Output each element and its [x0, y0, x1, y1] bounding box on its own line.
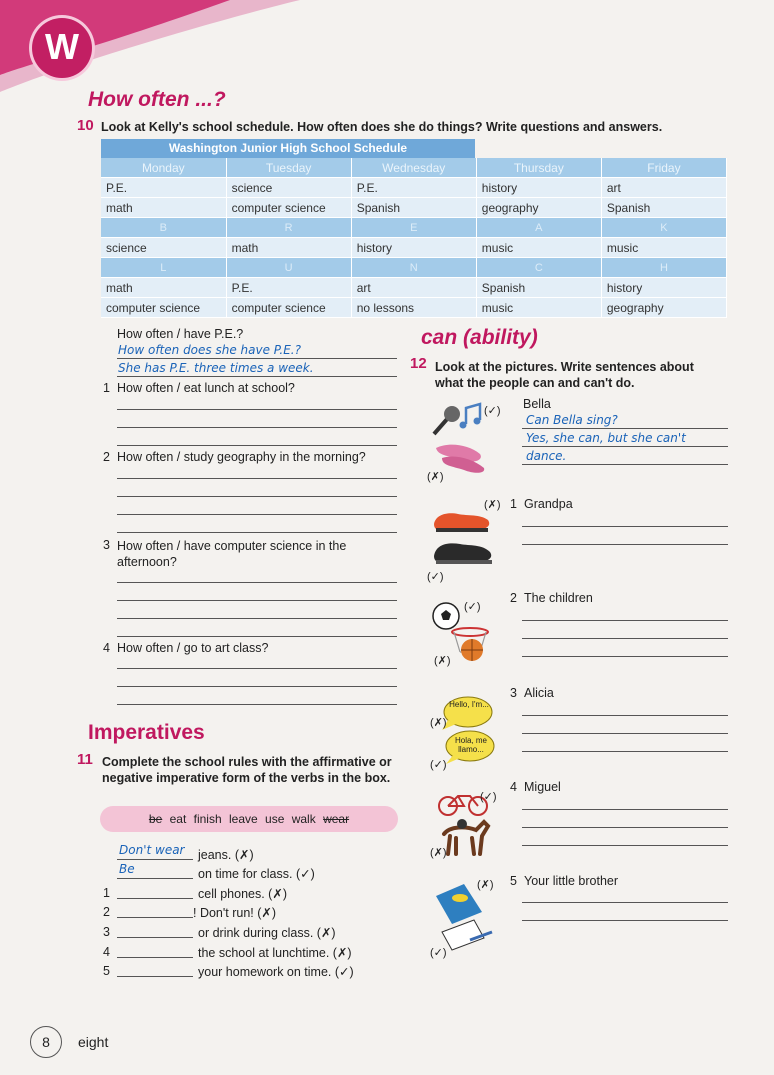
can-mark: (✓)	[427, 571, 444, 583]
answer-line	[117, 376, 397, 377]
person-name: The children	[524, 591, 593, 605]
verb: walk	[291, 812, 316, 826]
person-name: Alicia	[524, 686, 554, 700]
answer-line[interactable]	[522, 544, 728, 545]
answer-line[interactable]	[522, 809, 728, 810]
schedule-letter: C	[476, 258, 601, 278]
ex10-item-prompt: How often / eat lunch at school?	[117, 381, 295, 395]
ex12-item-number: 3	[510, 686, 517, 700]
answer-line[interactable]	[522, 526, 728, 527]
answer-line[interactable]	[117, 957, 193, 958]
schedule-cell: math	[226, 238, 351, 258]
schedule-cell: science	[101, 238, 226, 258]
ex10-example-answer: She has P.E. three times a week.	[118, 361, 314, 375]
schedule-letter: N	[351, 258, 476, 278]
schedule-cell: P.E.	[351, 178, 476, 198]
verb-box	[100, 806, 398, 832]
answer-line[interactable]	[117, 937, 193, 938]
answer-line[interactable]	[117, 496, 397, 497]
schedule-cell: math	[101, 198, 226, 218]
answer-line[interactable]	[117, 478, 397, 479]
verb: finish	[193, 812, 222, 826]
answer-line[interactable]	[522, 715, 728, 716]
verb-used: wear	[323, 812, 350, 826]
answer-line[interactable]	[117, 636, 397, 637]
verb: leave	[228, 812, 258, 826]
schedule-cell: art	[601, 178, 726, 198]
exercise-10-instruction: Look at Kelly's school schedule. How often does she do things? Write questions and answers.	[101, 120, 663, 134]
answer-line	[117, 859, 193, 860]
person-name: Grandpa	[524, 497, 573, 511]
schedule-break-row	[101, 218, 727, 238]
schedule-cell: geography	[601, 298, 726, 318]
answer-line	[522, 428, 728, 429]
person-name: Miguel	[524, 780, 561, 794]
ex12-item-number: 4	[510, 780, 517, 794]
cannot-mark: (✗)	[477, 879, 494, 891]
schedule-row	[101, 238, 727, 258]
answer-line[interactable]	[117, 427, 397, 428]
day-header: Wednesday	[351, 158, 476, 178]
schedule-cell: music	[476, 298, 601, 318]
ex11-rule-text: ! Don't run! (✗)	[193, 906, 277, 920]
schedule-cell: music	[476, 238, 601, 258]
ex12-example-question: Can Bella sing?	[526, 413, 618, 427]
schedule-cell: math	[101, 278, 226, 298]
ex11-item-number: 3	[103, 925, 110, 939]
ex10-item-number: 3	[103, 538, 110, 552]
answer-line[interactable]	[117, 582, 397, 583]
schedule-header-row	[101, 158, 727, 178]
schedule-cell: history	[476, 178, 601, 198]
verb-used: be	[148, 812, 163, 826]
schedule-cell: no lessons	[351, 298, 476, 318]
answer-line[interactable]	[117, 668, 397, 669]
ex11-rule-text: your homework on time. (✓)	[198, 965, 354, 979]
ex11-rule-text: the school at lunchtime. (✗)	[198, 946, 352, 960]
answer-line[interactable]	[117, 976, 193, 977]
ex11-item-number: 4	[103, 945, 110, 959]
ex11-rule-text: on time for class. (✓)	[198, 867, 315, 881]
answer-line[interactable]	[522, 827, 728, 828]
bubble-hola: Hola, me llamo...	[454, 736, 487, 754]
can-mark: (✓)	[480, 791, 497, 803]
answer-line	[117, 878, 193, 879]
ex11-item-number: 2	[103, 905, 110, 919]
day-header: Tuesday	[226, 158, 351, 178]
person-name: Your little brother	[524, 874, 619, 888]
schedule-letter: K	[601, 218, 726, 238]
schedule-cell: Spanish	[601, 198, 726, 218]
ex10-item-number: 4	[103, 641, 110, 655]
answer-line	[522, 446, 728, 447]
ex12-item-number: 2	[510, 591, 517, 605]
ex11-rule-text: cell phones. (✗)	[198, 887, 287, 901]
schedule-row	[101, 278, 727, 298]
person-name-bella: Bella	[523, 397, 551, 411]
schedule-cell: science	[226, 178, 351, 198]
answer-line[interactable]	[117, 532, 397, 533]
answer-line[interactable]	[117, 898, 193, 899]
unit-logo: W	[32, 18, 92, 78]
can-mark: (✓)	[464, 601, 481, 613]
page-number: 8	[30, 1026, 62, 1058]
answer-line[interactable]	[117, 618, 397, 619]
section-title-imperatives: Imperatives	[88, 721, 205, 744]
schedule-row	[101, 178, 727, 198]
can-mark: (✓)	[430, 759, 447, 771]
answer-line[interactable]	[522, 656, 728, 657]
cannot-mark: (✗)	[430, 717, 447, 729]
schedule-cell: history	[351, 238, 476, 258]
schedule-letter: R	[226, 218, 351, 238]
schedule-letter: H	[601, 258, 726, 278]
schedule-cell: computer science	[226, 198, 351, 218]
exercise-number-11: 11	[77, 751, 93, 768]
ex10-item-prompt: How often / study geography in the morning?	[117, 450, 366, 464]
ex11-item-number: 5	[103, 964, 110, 978]
schedule-cell: geography	[476, 198, 601, 218]
answer-line[interactable]	[117, 409, 397, 410]
section-title-how-often: How often ...?	[88, 88, 226, 111]
answer-line	[522, 464, 728, 465]
answer-line[interactable]	[117, 514, 397, 515]
schedule-row	[101, 298, 727, 318]
schedule-cell: computer science	[226, 298, 351, 318]
ex10-item-prompt: How often / go to art class?	[117, 641, 269, 655]
schedule-lunch-row	[101, 258, 727, 278]
schedule-letter: E	[351, 218, 476, 238]
ex10-example-prompt: How often / have P.E.?	[117, 327, 244, 341]
ex11-rule-text: or drink during class. (✗)	[198, 926, 336, 940]
day-header: Friday	[601, 158, 726, 178]
answer-line[interactable]	[522, 638, 728, 639]
can-mark: (✓)	[430, 947, 447, 959]
schedule-letter: U	[226, 258, 351, 278]
schedule-cell: P.E.	[226, 278, 351, 298]
ex12-item-number: 5	[510, 874, 517, 888]
verb: use	[265, 812, 285, 826]
can-mark: (✓)	[484, 405, 501, 417]
cannot-mark: (✗)	[427, 471, 444, 483]
schedule-row	[101, 198, 727, 218]
answer-line[interactable]	[117, 445, 397, 446]
answer-line[interactable]	[522, 733, 728, 734]
section-title-can: can (ability)	[421, 326, 538, 349]
answer-line[interactable]	[522, 751, 728, 752]
schedule-cell: Spanish	[351, 198, 476, 218]
answer-line[interactable]	[522, 620, 728, 621]
answer-line[interactable]	[522, 845, 728, 846]
cannot-mark: (✗)	[434, 655, 451, 667]
schedule-title: Washington Junior High School Schedule	[101, 139, 475, 158]
ex12-example-answer-cont: dance.	[526, 449, 567, 463]
exercise-11-instruction: Complete the school rules with the affirmative or negative imperative form of the verbs in the box.	[102, 755, 392, 785]
ex11-example-answer: Be	[119, 862, 135, 876]
ex10-item-number: 2	[103, 450, 110, 464]
answer-line[interactable]	[522, 902, 728, 903]
ex11-item-number: 1	[103, 886, 110, 900]
schedule-cell: art	[351, 278, 476, 298]
ex10-item-number: 1	[103, 381, 110, 395]
answer-line[interactable]	[522, 920, 728, 921]
exercise-12-instruction: Look at the pictures. Write sentences about what the people can and can't do.	[435, 360, 694, 390]
exercise-number-12: 12	[410, 355, 427, 372]
day-header: Monday	[101, 158, 226, 178]
schedule-letter: L	[101, 258, 226, 278]
answer-line[interactable]	[117, 917, 193, 918]
exercise-number-10: 10	[77, 117, 94, 134]
answer-line[interactable]	[117, 704, 397, 705]
ex10-item-prompt: How often / have computer science in the afternoon?	[117, 539, 347, 569]
ex12-item-number: 1	[510, 497, 517, 511]
cannot-mark: (✗)	[484, 499, 501, 511]
verb: eat	[169, 812, 187, 826]
schedule-cell: computer science	[101, 298, 226, 318]
page-number-word: eight	[78, 1034, 109, 1050]
schedule-cell: history	[601, 278, 726, 298]
schedule-cell: Spanish	[476, 278, 601, 298]
ex11-rule-text: jeans. (✗)	[198, 848, 254, 862]
schedule-cell: P.E.	[101, 178, 226, 198]
answer-line[interactable]	[117, 686, 397, 687]
schedule-table	[101, 158, 727, 318]
day-header: Thursday	[476, 158, 601, 178]
ex10-example-question: How often does she have P.E.?	[118, 343, 301, 357]
bubble-hello: Hello, I'm...	[449, 700, 489, 709]
schedule-letter: B	[101, 218, 226, 238]
schedule-letter: A	[476, 218, 601, 238]
answer-line	[117, 358, 397, 359]
cannot-mark: (✗)	[430, 847, 447, 859]
answer-line[interactable]	[117, 600, 397, 601]
ex11-example-answer: Don't wear	[119, 843, 185, 857]
ex12-example-answer: Yes, she can, but she can't	[526, 431, 686, 445]
schedule-cell: music	[601, 238, 726, 258]
